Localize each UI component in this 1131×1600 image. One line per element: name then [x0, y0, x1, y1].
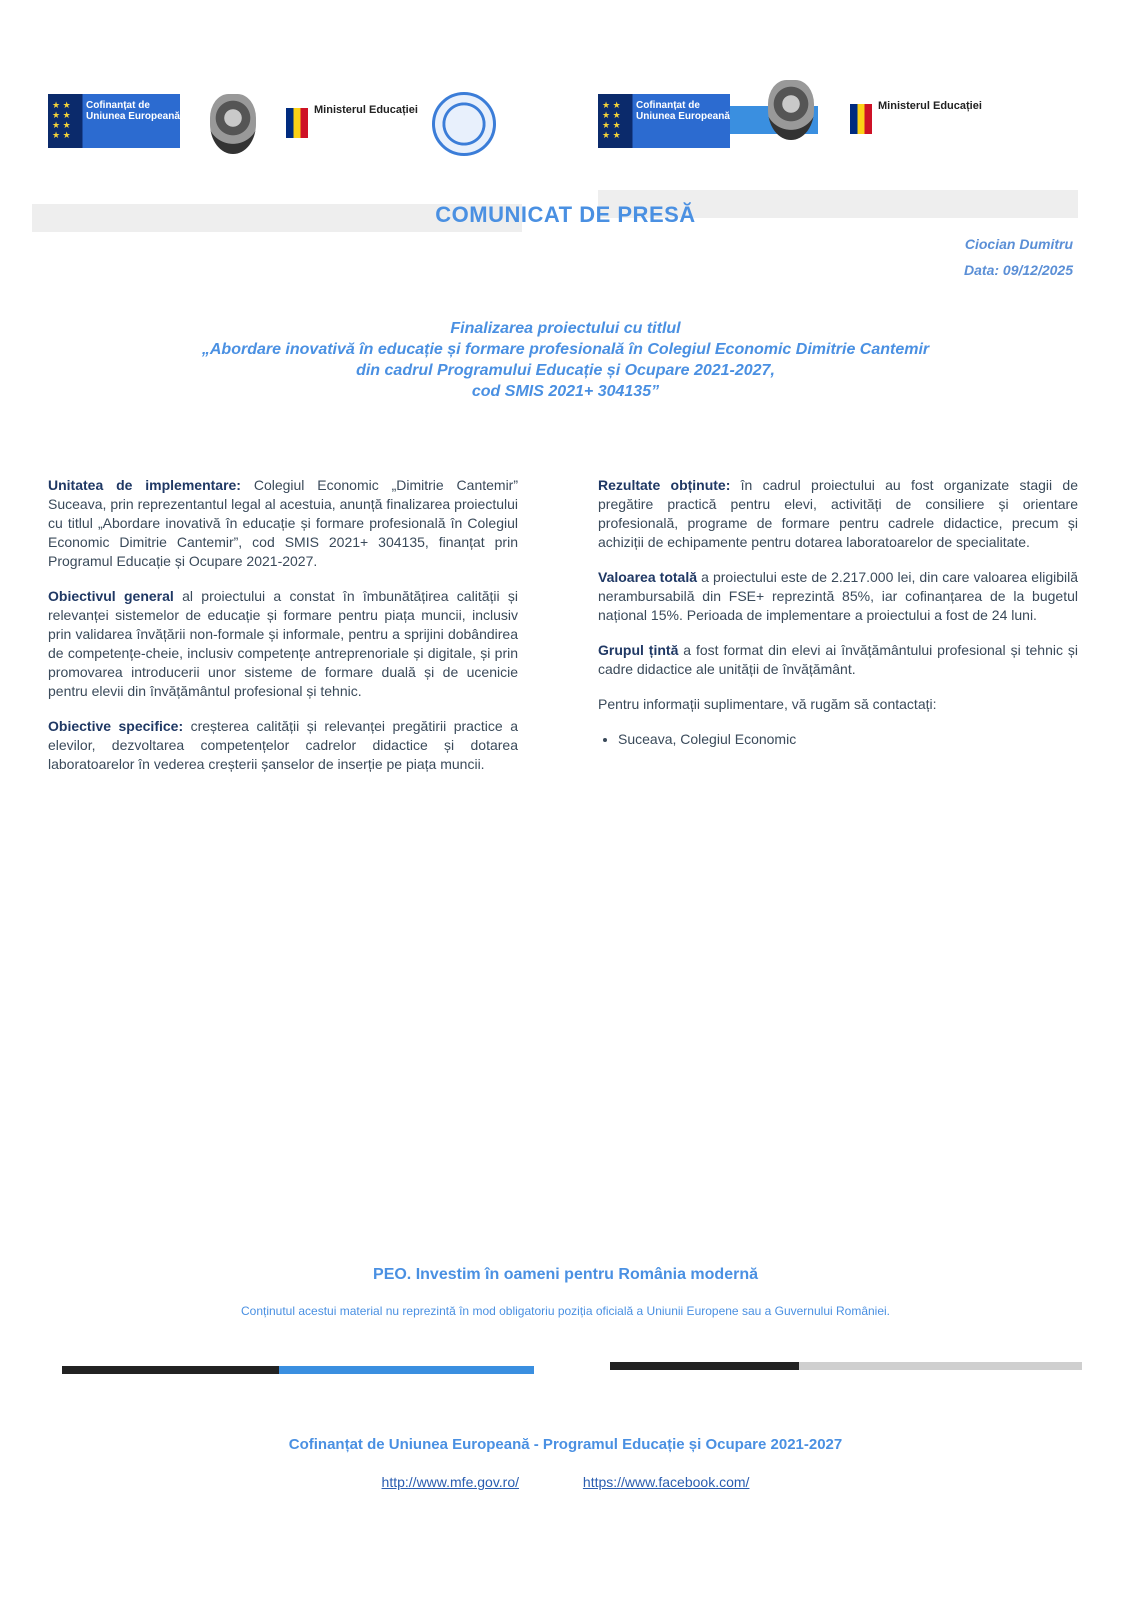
eu-logo-text: Cofinanțat de Uniunea Europeană: [86, 100, 180, 122]
crest-icon-right: [768, 80, 814, 140]
paragraph-text: a fost format din elevi ai învățământului profesional și tehnic și cadre didactice ale unității de învățământ.: [598, 642, 1078, 677]
paragraph: [598, 476, 1078, 552]
ministry-logo-right: [850, 96, 1020, 142]
paragraph: [598, 641, 1078, 679]
author: Ciocian Dumitru: [964, 236, 1073, 252]
footer-title: PEO. Investim în oameni pentru România modernă: [373, 1266, 758, 1283]
paragraph: [598, 568, 1078, 625]
page-title: COMUNICAT DE PRESĂ: [435, 202, 696, 227]
subtitle-line-4: cod SMIS 2021+ 304135”: [471, 383, 660, 400]
paragraph-label: Rezultate obținute:: [598, 477, 731, 493]
paragraph: [48, 476, 518, 571]
footer-divider-right: [610, 1362, 1082, 1370]
eu-stars-icon-right: ★ ★ ★ ★ ★ ★ ★ ★: [602, 100, 621, 140]
program-circle-logo: [432, 92, 496, 156]
eu-logo-text-right: Cofinanțat de Uniunea Europeană: [636, 100, 730, 122]
body-right-column: [598, 476, 1078, 753]
paragraph-text: în cadrul proiectului au fost organizate stagii de pregătire practică pentru elevi, activități de consiliere și orientare profesională, programe de formare pentru cadrele didactice, precum și achiziții de echipamente pentru dotarea laboratoarelor de specialitate.: [598, 477, 1078, 550]
date: Data: 09/12/2025: [964, 262, 1073, 278]
paragraph-label: Unitatea de implementare:: [48, 477, 241, 493]
paragraph-label: Obiective specifice:: [48, 718, 184, 734]
ministry-logo-text-right: Ministerul Educației: [878, 100, 982, 112]
eu-flag-logo-right: [598, 94, 730, 148]
contact-list: [618, 730, 1078, 749]
romania-flag-icon-right: [850, 104, 872, 134]
footer-divider-left: [62, 1366, 534, 1374]
paragraph-text: Colegiul Economic „Dimitrie Cantemir” Suceava, prin reprezentantul legal al acestuia, anunță finalizarea proiectului cu titlul „Abordare inovativă în educație și formare profesională în Colegiul Economic Dimitrie Cantemir”, cod SMIS 2021+ 304135, finanțat prin Programul Educație și Ocupare 2021-2027.: [48, 477, 518, 569]
ministry-logo: [286, 100, 456, 146]
subtitle-line-1: Finalizarea proiectului cu titlul: [450, 320, 681, 337]
paragraph-label: Obiectivul general: [48, 588, 174, 604]
footer-disclaimer: Conținutul acestui material nu reprezintă în mod obligatoriu poziția oficială a Uniunii Europene sau a Guvernului României.: [240, 1304, 891, 1318]
romania-flag-icon: [286, 108, 308, 138]
paragraph: [48, 717, 518, 774]
body-left-column: [48, 476, 518, 790]
paragraph-text: a proiectului este de 2.217.000 lei, din care valoarea eligibilă nerambursabilă din FSE+ reprezintă 85%, iar cofinanțarea de la bugetul național 15%. Perioada de implementare a proiectului a fost de 24 luni.: [598, 569, 1079, 623]
eu-stars-icon: ★ ★ ★ ★ ★ ★ ★ ★: [52, 100, 71, 140]
subtitle-line-3: din cadrul Programului Educație și Ocupare 2021-2027,: [356, 362, 775, 379]
footer-links: [0, 1474, 1131, 1490]
paragraph-text: al proiectului a constat în îmbunătățirea calității și relevanței sistemelor de educație și formare pentru piața muncii, inclusiv prin validarea învățării non-formale și informale, pentru a sprijini dobândirea de competențe-cheie, inclusiv competențe antreprenoriale și digitale, și prin promovarea introducerii unor sisteme de formare duală și de ucenicie pentru elevii din învățământul profesional și tehnic.: [48, 588, 519, 699]
paragraph-label: Valoarea totală: [598, 569, 698, 585]
eu-flag-logo: [48, 94, 180, 148]
paragraph: [48, 587, 518, 701]
subtitle: [0, 318, 1131, 402]
paragraph-label: Grupul țintă: [598, 642, 679, 658]
link-facebook[interactable]: https://www.facebook.com/: [582, 1474, 750, 1490]
link-mfe[interactable]: http://www.mfe.gov.ro/: [381, 1474, 520, 1490]
subtitle-line-2: „Abordare inovativă în educație și formare profesională în Colegiul Economic Dimitrie Cantemir: [201, 341, 930, 358]
paragraph-text: creșterea calității și relevanței pregătirii practice a elevilor, dezvoltarea competențelor cadrelor didactice și dotarea laboratoarelor în vederea creșterii șanselor de inserție pe piața muncii.: [48, 718, 518, 772]
crest-icon: [210, 94, 256, 154]
list-intro: Pentru informații suplimentare, vă rugăm să contactați:: [598, 696, 937, 712]
footer-contact-title: Cofinanțat de Uniunea Europeană - Programul Educație și Ocupare 2021-2027: [288, 1436, 843, 1453]
ministry-logo-text: Ministerul Educației: [314, 104, 418, 116]
list-item: • Suceava, Colegiul Economic: [618, 730, 1078, 749]
